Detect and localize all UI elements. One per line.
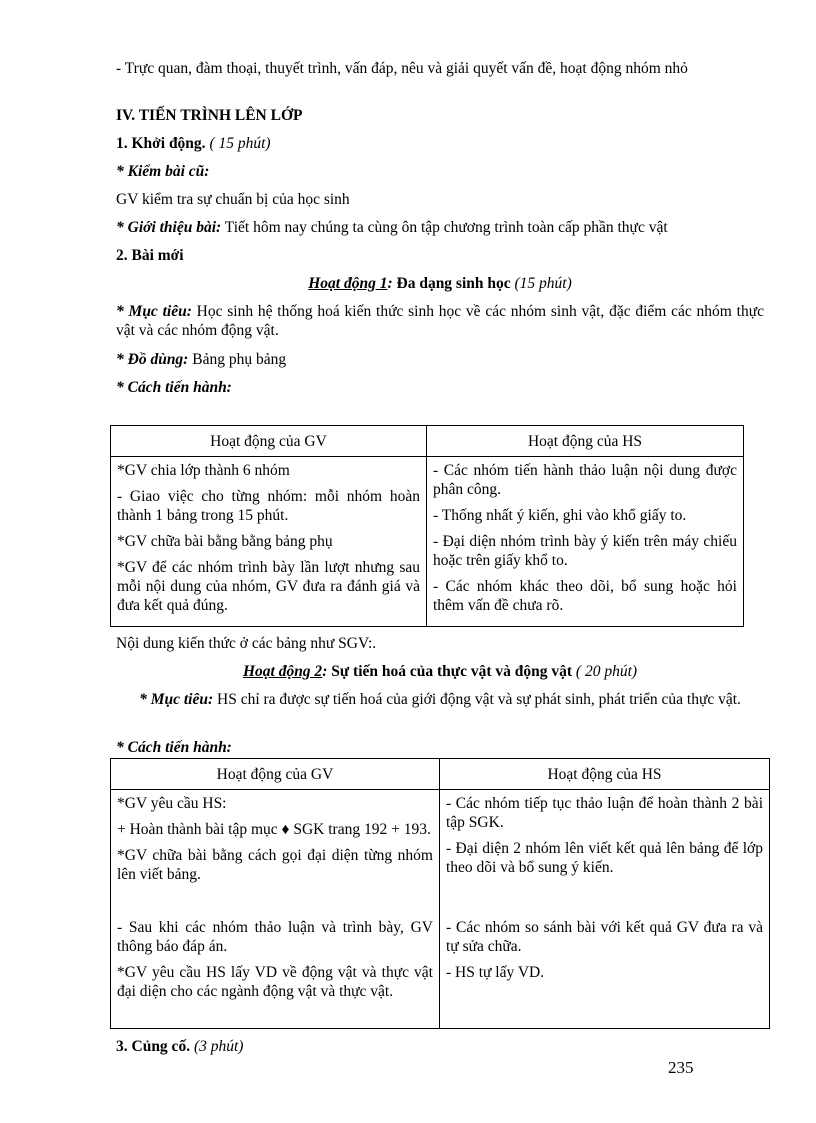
activity2-method-label: * Cách tiến hành: <box>116 739 232 756</box>
list-item: - Giao việc cho từng nhóm: mỗi nhóm hoàn thành 1 bảng trong 15 phút. <box>117 488 420 524</box>
list-item: - Đại diện nhóm trình bày ý kiến trên máy chiếu hoặc trên giấy khổ to. <box>433 533 737 569</box>
hs-activities-cell <box>427 457 744 627</box>
list-item: - HS tự lấy VD. <box>446 963 545 981</box>
list-item: - Các nhóm tiến hành thảo luận nội dung được phân công. <box>433 462 737 498</box>
activity1-heading: Hoạt động 1: Đa dạng sinh học (15 phút) <box>308 275 572 292</box>
list-item: *GV chữa bài bằng bằng bảng phụ <box>117 533 333 550</box>
list-item: + Hoàn thành bài tập mục ♦ SGK trang 192 + 193. <box>117 821 431 838</box>
activity1-goal-text: Học sinh hệ thống hoá kiến thức sinh học về các nhóm sinh vật, đặc điểm các nhóm thực vật và các nhóm động vật. <box>116 303 764 339</box>
activity1-note: Nội dung kiến thức ở các bảng như SGV:. <box>116 635 377 652</box>
list-item: *GV yêu cầu HS lấy VD về động vật và thực vật đại diện cho các ngành động vật và thực vật. <box>117 963 433 1000</box>
intro-text: Tiết hôm nay chúng ta cùng ôn tập chương trình toàn cấp phần thực vật <box>221 219 668 236</box>
activity1-method-label: * Cách tiến hành: <box>116 379 232 396</box>
list-item: *GV để các nhóm trình bày lần lượt nhưng sau mỗi nội dung của nhóm, GV đưa ra đánh giá và đưa kết quả đúng. <box>117 559 420 614</box>
list-item: - Các nhóm tiếp tục thảo luận để hoàn thành 2 bài tập SGK. <box>446 795 763 831</box>
activity2-title: Sự tiến hoá của thực vật và động vật <box>327 663 576 680</box>
startup-label: 1. Khởi động. <box>116 135 206 152</box>
activity1-goal-label: * Mục tiêu: <box>116 303 192 320</box>
activity1-tools-text: Bảng phụ bảng <box>188 351 287 368</box>
list-item: *GV chia lớp thành 6 nhóm <box>117 462 290 479</box>
old-lesson-text: GV kiểm tra sự chuẩn bị của học sinh <box>116 191 350 208</box>
activity1-goal <box>116 302 764 340</box>
table-header-row <box>111 426 744 457</box>
teaching-methods-line: - Trực quan, đàm thoại, thuyết trình, vấn đáp, nêu và giải quyết vấn đề, hoạt động nhóm nhỏ <box>116 60 688 77</box>
column-header-gv: Hoạt động của GV <box>111 426 427 457</box>
activity1-title: Đa dạng sinh học <box>392 275 515 292</box>
list-item: - Thống nhất ý kiến, ghi vào khổ giấy to. <box>433 507 687 524</box>
activity2-goal-text: HS chỉ ra được sự tiến hoá của giới động vật và sự phát sinh, phát triển của thực vật. <box>213 691 741 708</box>
intro-label: * Giới thiệu bài: <box>116 219 222 236</box>
consolidate-heading <box>116 1037 243 1056</box>
table-row <box>111 790 770 914</box>
old-lesson-label: * Kiểm bài cũ: <box>116 163 210 180</box>
list-item: - Sau khi các nhóm thảo luận và trình bày, GV thông báo đáp án. <box>117 918 433 955</box>
list-item: *GV yêu cầu HS: <box>117 795 227 812</box>
consolidate-time: (3 phút) <box>190 1038 244 1055</box>
activity1-table <box>110 425 744 627</box>
hs-activities-cell <box>440 790 770 914</box>
gv-activities-cell <box>111 457 427 627</box>
activity2-table <box>110 758 770 1029</box>
consolidate-label: 3. Củng cố. <box>116 1038 191 1055</box>
list-item: - Các nhóm so sánh bài với kết quả GV đưa ra và tự sửa chữa. <box>446 918 763 955</box>
activity2-goal <box>120 690 760 709</box>
activity1-label: Hoạt động 1 <box>308 275 388 292</box>
activity1-tools-label: * Đồ dùng: <box>116 351 189 368</box>
column-header-hs: Hoạt động của HS <box>427 426 744 457</box>
activity1-time: (15 phút) <box>514 275 572 292</box>
list-item: - Đại diện 2 nhóm lên viết kết quả lên bảng để lớp theo dõi và bổ sung ý kiến. <box>446 840 763 876</box>
activity2-goal-label: * Mục tiêu: <box>139 691 214 708</box>
activity1-tools <box>116 350 286 369</box>
new-lesson-heading: 2. Bài mới <box>116 247 184 264</box>
table-header-row <box>111 759 770 790</box>
list-item: - Các nhóm khác theo dõi, bổ sung hoặc hỏi thêm vấn đề chưa rõ. <box>433 578 737 614</box>
column-header-hs: Hoạt động của HS <box>440 759 770 790</box>
column-header-gv: Hoạt động của GV <box>111 759 440 790</box>
activity2-time: ( 20 phút) <box>575 663 638 680</box>
gv-activities-cell <box>111 790 440 914</box>
startup-time: ( 15 phút) <box>209 135 271 152</box>
list-item: *GV chữa bài bằng cách gọi đại diện từng nhóm lên viết bảng. <box>117 847 433 883</box>
section-heading: IV. TIẾN TRÌNH LÊN LỚP <box>116 107 303 124</box>
table-row <box>111 914 770 1029</box>
intro-line <box>116 218 668 237</box>
hs-activities-cell <box>440 914 770 1029</box>
table-row <box>111 457 744 627</box>
activity2-label: Hoạt động 2 <box>242 663 323 680</box>
activity2-heading: Hoạt động 2: Sự tiến hoá của thực vật và động vật ( 20 phút) <box>242 663 638 680</box>
page-number: 235 <box>668 1058 694 1077</box>
gv-activities-cell <box>111 914 440 1029</box>
startup-heading <box>116 134 271 153</box>
